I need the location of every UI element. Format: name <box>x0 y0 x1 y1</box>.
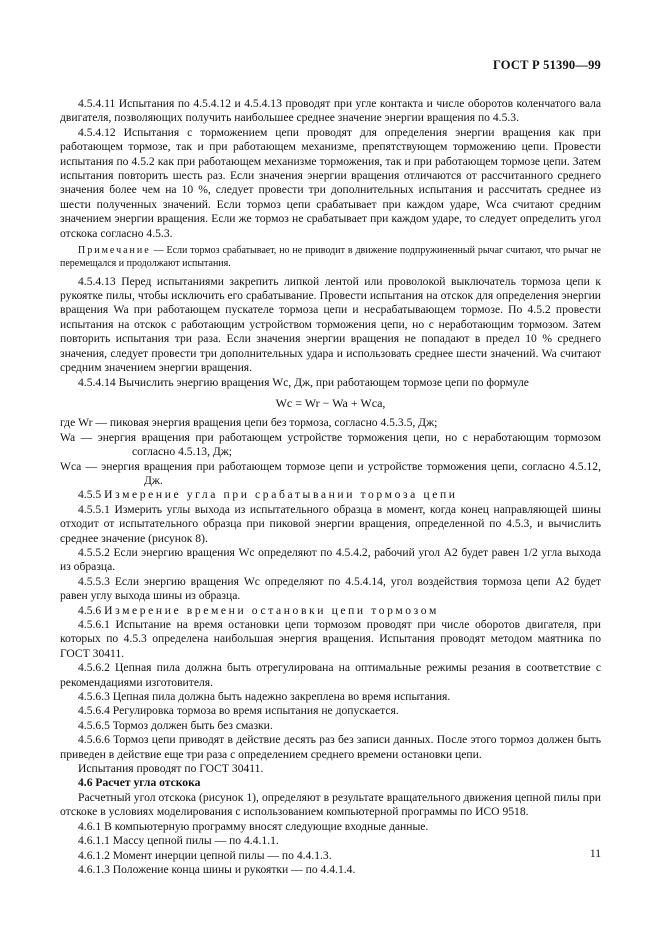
document-header: ГОСТ Р 51390—99 <box>492 58 601 72</box>
note-label: Примечание <box>78 245 151 257</box>
definition-wa <box>60 431 601 460</box>
fraction: 1/2 <box>522 545 538 559</box>
paragraph: 4.6.1.1 Массу цепной пилы — по 4.4.1.1. <box>78 834 279 848</box>
document-body <box>60 97 601 877</box>
heading-number: 4.5.6 <box>78 603 102 617</box>
definition-wca: Wca — энергия вращения при работающем тормозе цепи и устройстве торможения цепи, согласно 4.5.12, Дж. <box>60 459 601 487</box>
paragraph-text: 4.5.5.2 Если энергию вращения Wc определяют по 4.5.4.2, рабочий угол A2 будет равен <box>78 545 523 559</box>
section-heading-4-5-5 <box>60 488 601 502</box>
paragraph: 4.6.1 В компьютерную программу вносят следующие входные данные. <box>78 819 429 833</box>
paragraph: 4.5.5.1 Измерить углы выхода из испытательного образца в момент, когда конец направляющей шины отходит от испытательного образца при пиковой энергии вращения, определенной по 4.5.3, и вычислить среднее значение (рисунок 8). <box>60 502 601 545</box>
paragraph: 4.5.6.3 Цепная пила должна быть надежно закреплена во время испытания. <box>78 690 451 704</box>
paragraph <box>60 546 601 575</box>
section-heading-4-6: 4.6 Расчет угла отскока <box>78 776 201 790</box>
heading-text: Измерение угла при срабатывании тормоза цепи <box>104 488 458 502</box>
paragraph: 4.5.4.12 Испытания с торможением цепи проводят для определения энергии вращения как при работающем тормозе, так и при работающем механизме, препятствующем торможению цепи. Провести испытания по 4.5.2 как при работающем механизме торможения, так и при работающем тормозе цепи. Затем испытания повторить шесть раз. Если значения энергии вращения отличаются от рассчитанного среднего значения более чем на 10 %, следует провести три дополнительных испытания и рассчитать среднее из шести полученных значений. Если тормоз цепи срабатывает при каждом ударе, Wca считают средним значением энергии вращения. Если же тормоз не срабатывает при каждом ударе, то следует определить угол отскока согласно 4.5.3. <box>60 125 601 240</box>
paragraph: Испытания проводят по ГОСТ 30411. <box>78 762 264 776</box>
paragraph-text: угла выхода из образца. <box>60 545 601 574</box>
paragraph: Расчетный угол отскока (рисунок 1), определяют в результате вращательного движения цепной пилы при отскоке в условиях моделирования с использованием компьютерной программы по ИСО 9518. <box>60 790 601 819</box>
heading-text: Измерение времени остановки цепи тормозом <box>104 603 439 617</box>
paragraph: 4.5.6.5 Тормоз должен быть без смазки. <box>78 718 273 732</box>
note <box>60 245 601 271</box>
paragraph: 4.5.4.14 Вычислить энергию вращения Wc, Дж, при работающем тормозе цепи по формуле <box>78 375 529 389</box>
paragraph: 4.5.4.11 Испытания по 4.5.4.12 и 4.5.4.13 проводят при угле контакта и числе оборотов коленчатого вала двигателя, позволяющих получить наибольшее среднее значение энергии вращения по 4.5.3. <box>60 97 601 125</box>
paragraph: 4.5.5.3 Если энергию вращения Wc определяют по 4.5.4.14, угол воздействия тормоза цепи A2 будет равен углу выхода шины из образца. <box>60 574 601 603</box>
paragraph: 4.6.1.2 Момент инерции цепной пилы — по 4.4.1.3. <box>78 848 332 862</box>
paragraph: 4.5.4.13 Перед испытаниями закрепить липкой лентой или проволокой выключатель тормоза цепи к рукоятке пилы, чтобы исключить его срабатывание. Провести испытания на отскок для определения энергии вращения Wa при работающем пускателе тормоза цепи и несрабатывающем тормозе. По 4.5.2 провести испытания на отскок с работающим устройством торможения цепи, но с неработающим тормозом. Затем повторить испытания три раза. Если значения энергии вращения не попадают в предел 10 % среднего значения, следует провести три дополнительных удара и использовать среднее шести значений. Wa считают средним значением энергии вращения. <box>60 274 601 375</box>
definition-wa-text: Wa — энергия вращения при работающем устройстве торможения цепи, но с неработающим тормозом согласно 4.5.13, Дж; <box>60 430 601 459</box>
section-heading-4-5-6 <box>60 604 601 618</box>
paragraph: 4.5.6.2 Цепная пила должна быть отрегулирована на оптимальные режимы резания в соответствие с рекомендациями изготовителя. <box>60 661 601 689</box>
paragraph: 4.5.6.6 Тормоз цепи приводят в действие десять раз без записи данных. После этого тормоз должен быть приведен в действие еще три раза с определением среднего времени остановки цепи. <box>60 733 601 761</box>
paragraph: 4.5.6.4 Регулировка тормоза во время испытания не допускается. <box>78 704 399 718</box>
note-text: — Если тормоз срабатывает, но не приводит в движение подпружиненный рычаг считают, что рычаг не перемещался и продолжают испытания. <box>60 245 601 269</box>
paragraph: 4.5.6.1 Испытание на время остановки цепи тормозом проводят при числе оборотов двигателя, при которых по 4.5.3 определена наибольшая энергия вращения. Испытания проводят методом маятника по ГОСТ 30411. <box>60 618 601 660</box>
page-number: 11 <box>589 848 601 860</box>
heading-number: 4.5.5 <box>78 488 102 502</box>
paragraph: 4.6.1.3 Положение конца шины и рукоятки — по 4.4.1.4. <box>78 862 356 876</box>
definition-wr: где Wr — пиковая энергия вращения цепи без тормоза, согласно 4.5.3.5, Дж; <box>60 416 438 430</box>
formula: Wc = Wr − Wa + Wca, <box>275 395 386 410</box>
